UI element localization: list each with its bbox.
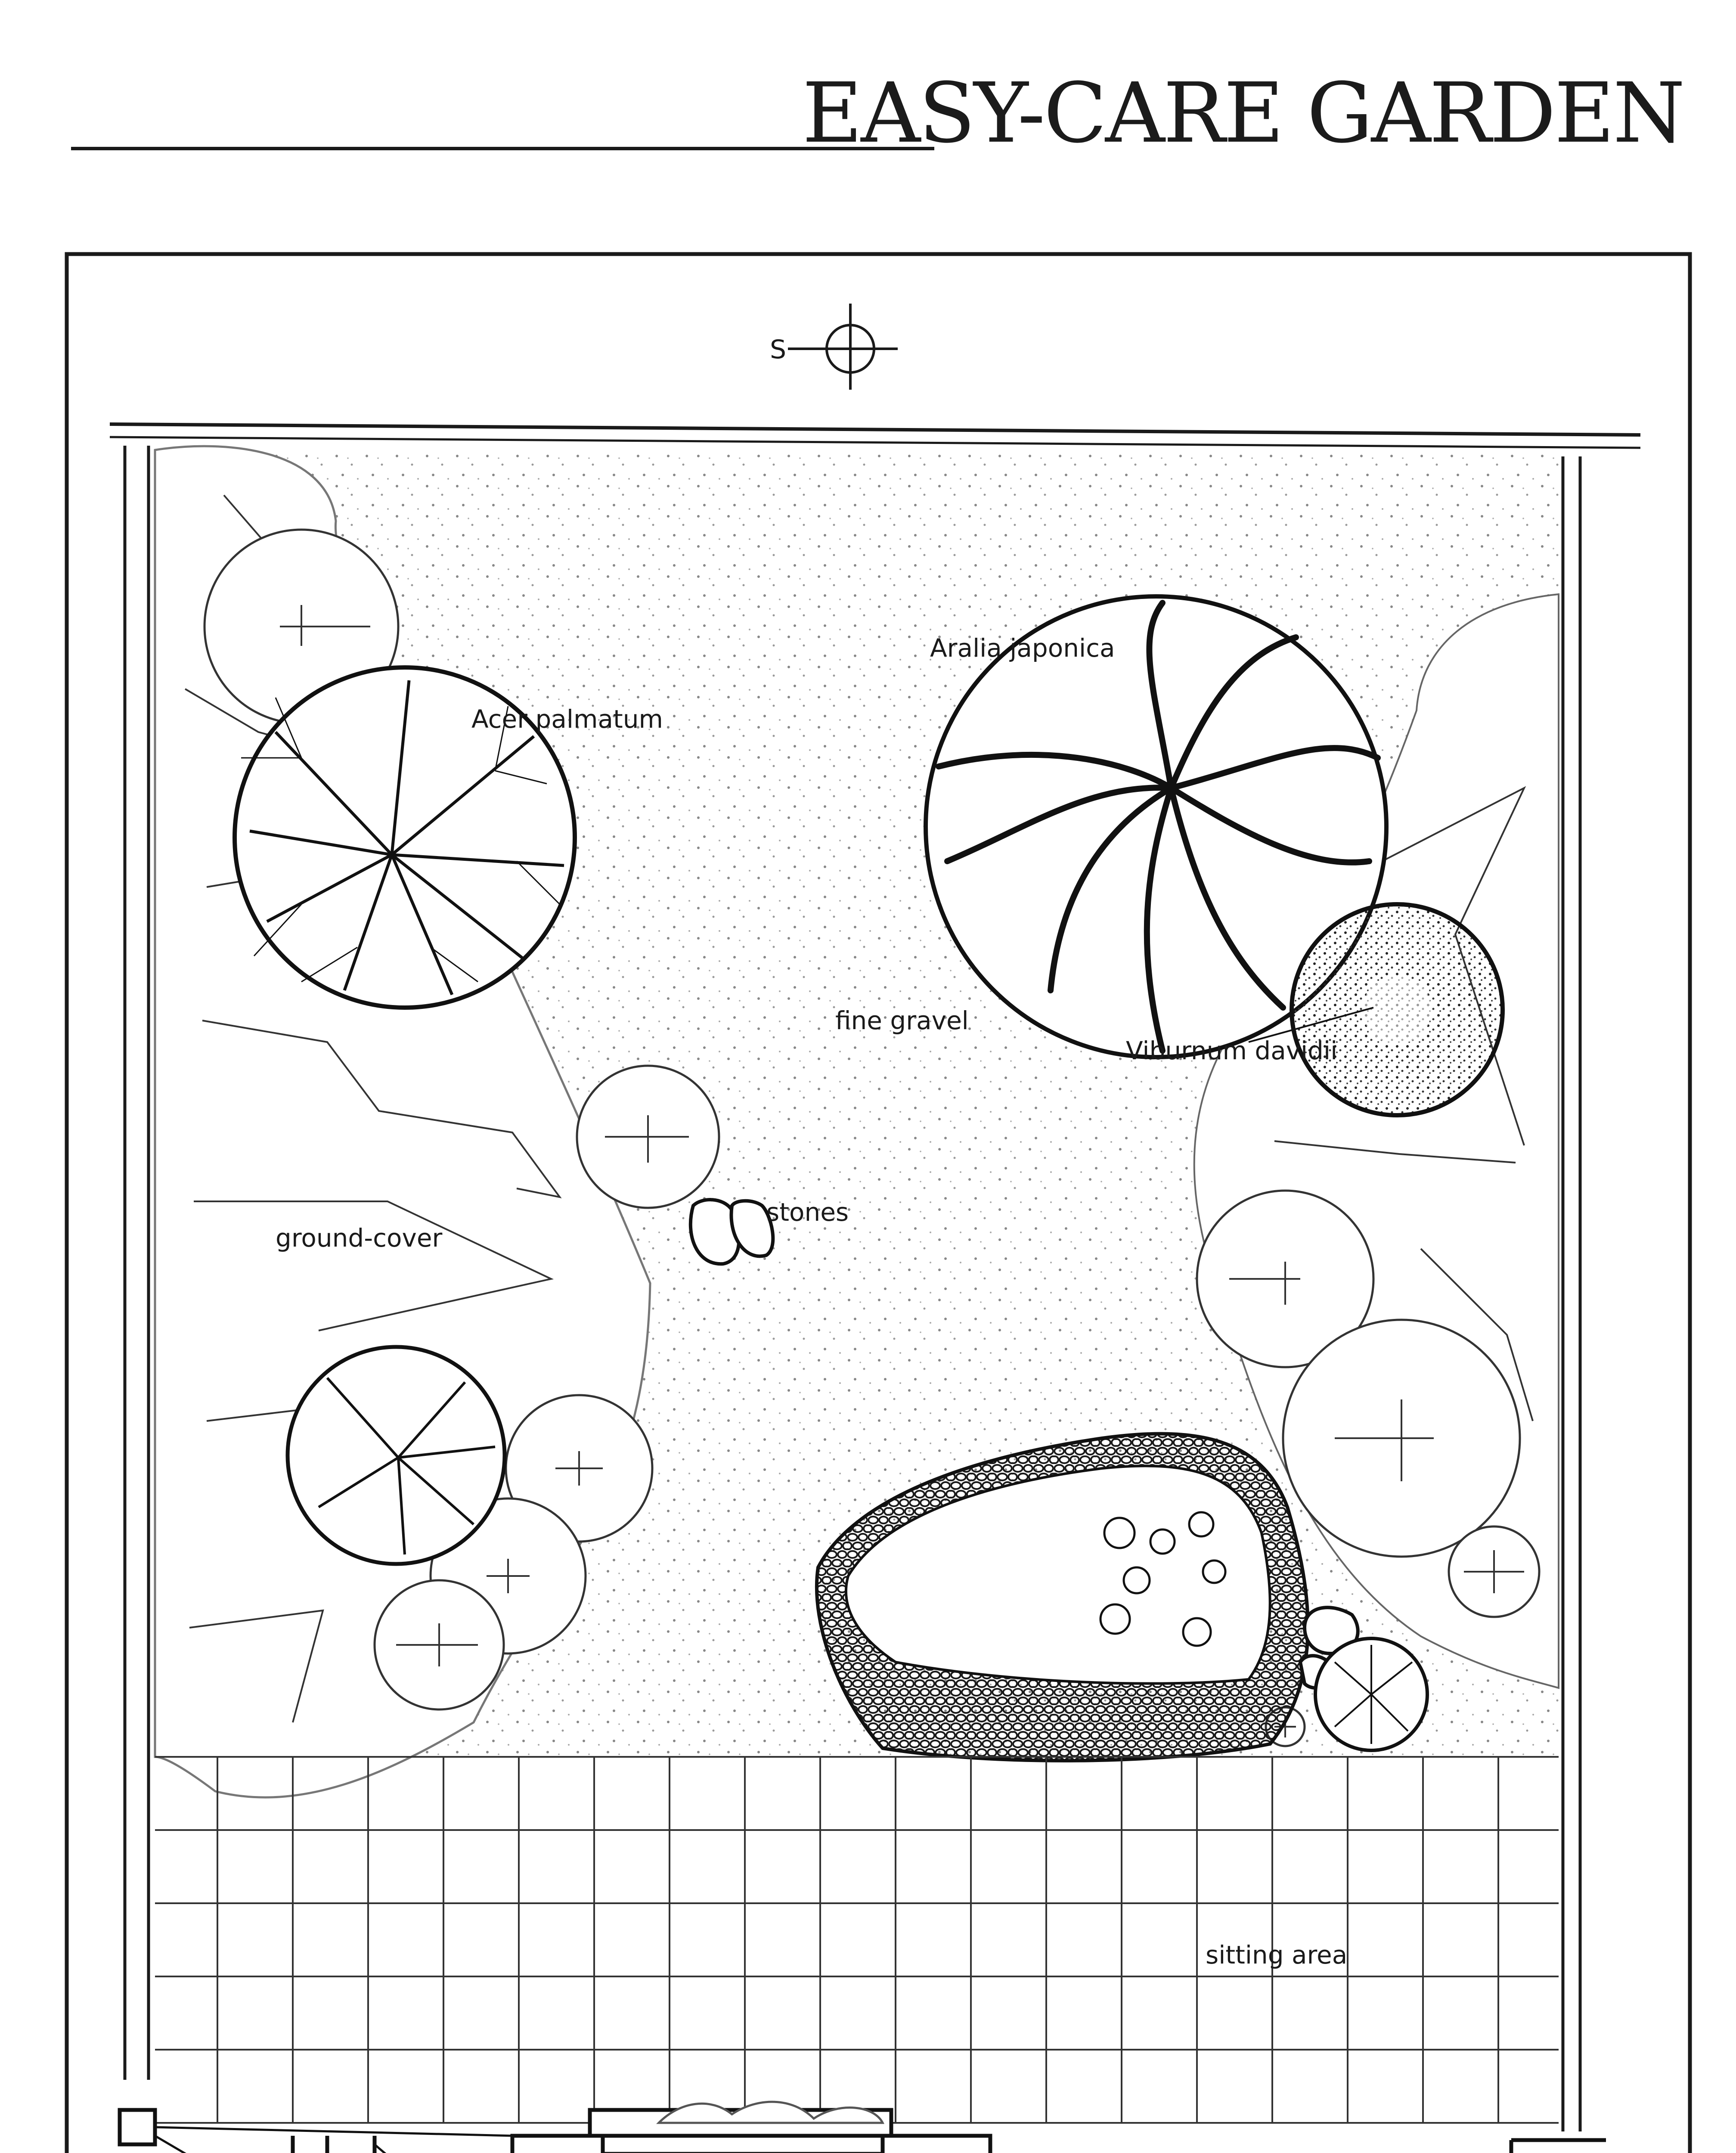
label-viburnum-davidii: Viburnum davidii	[1126, 1036, 1338, 1065]
house-bed	[659, 2102, 883, 2123]
page-title: EASY-CARE GARDEN	[802, 65, 1683, 161]
sitting-area-paving	[155, 1757, 1559, 2123]
label-fine-gravel: fine gravel	[835, 1006, 969, 1035]
label-sitting-area: sitting area	[1206, 1940, 1348, 1970]
label-aralia-japonica: Aralia japonica	[930, 633, 1115, 663]
label-stones: stones	[766, 1197, 849, 1227]
compass	[770, 304, 898, 390]
label-acer-palmatum: Acer palmatum	[471, 704, 663, 734]
shrub-by-pond	[1315, 1638, 1427, 1750]
label-ground-cover: ground-cover	[276, 1223, 443, 1253]
small-tree	[288, 1347, 505, 1564]
compass-label: S	[770, 335, 787, 365]
stones	[691, 1200, 773, 1264]
